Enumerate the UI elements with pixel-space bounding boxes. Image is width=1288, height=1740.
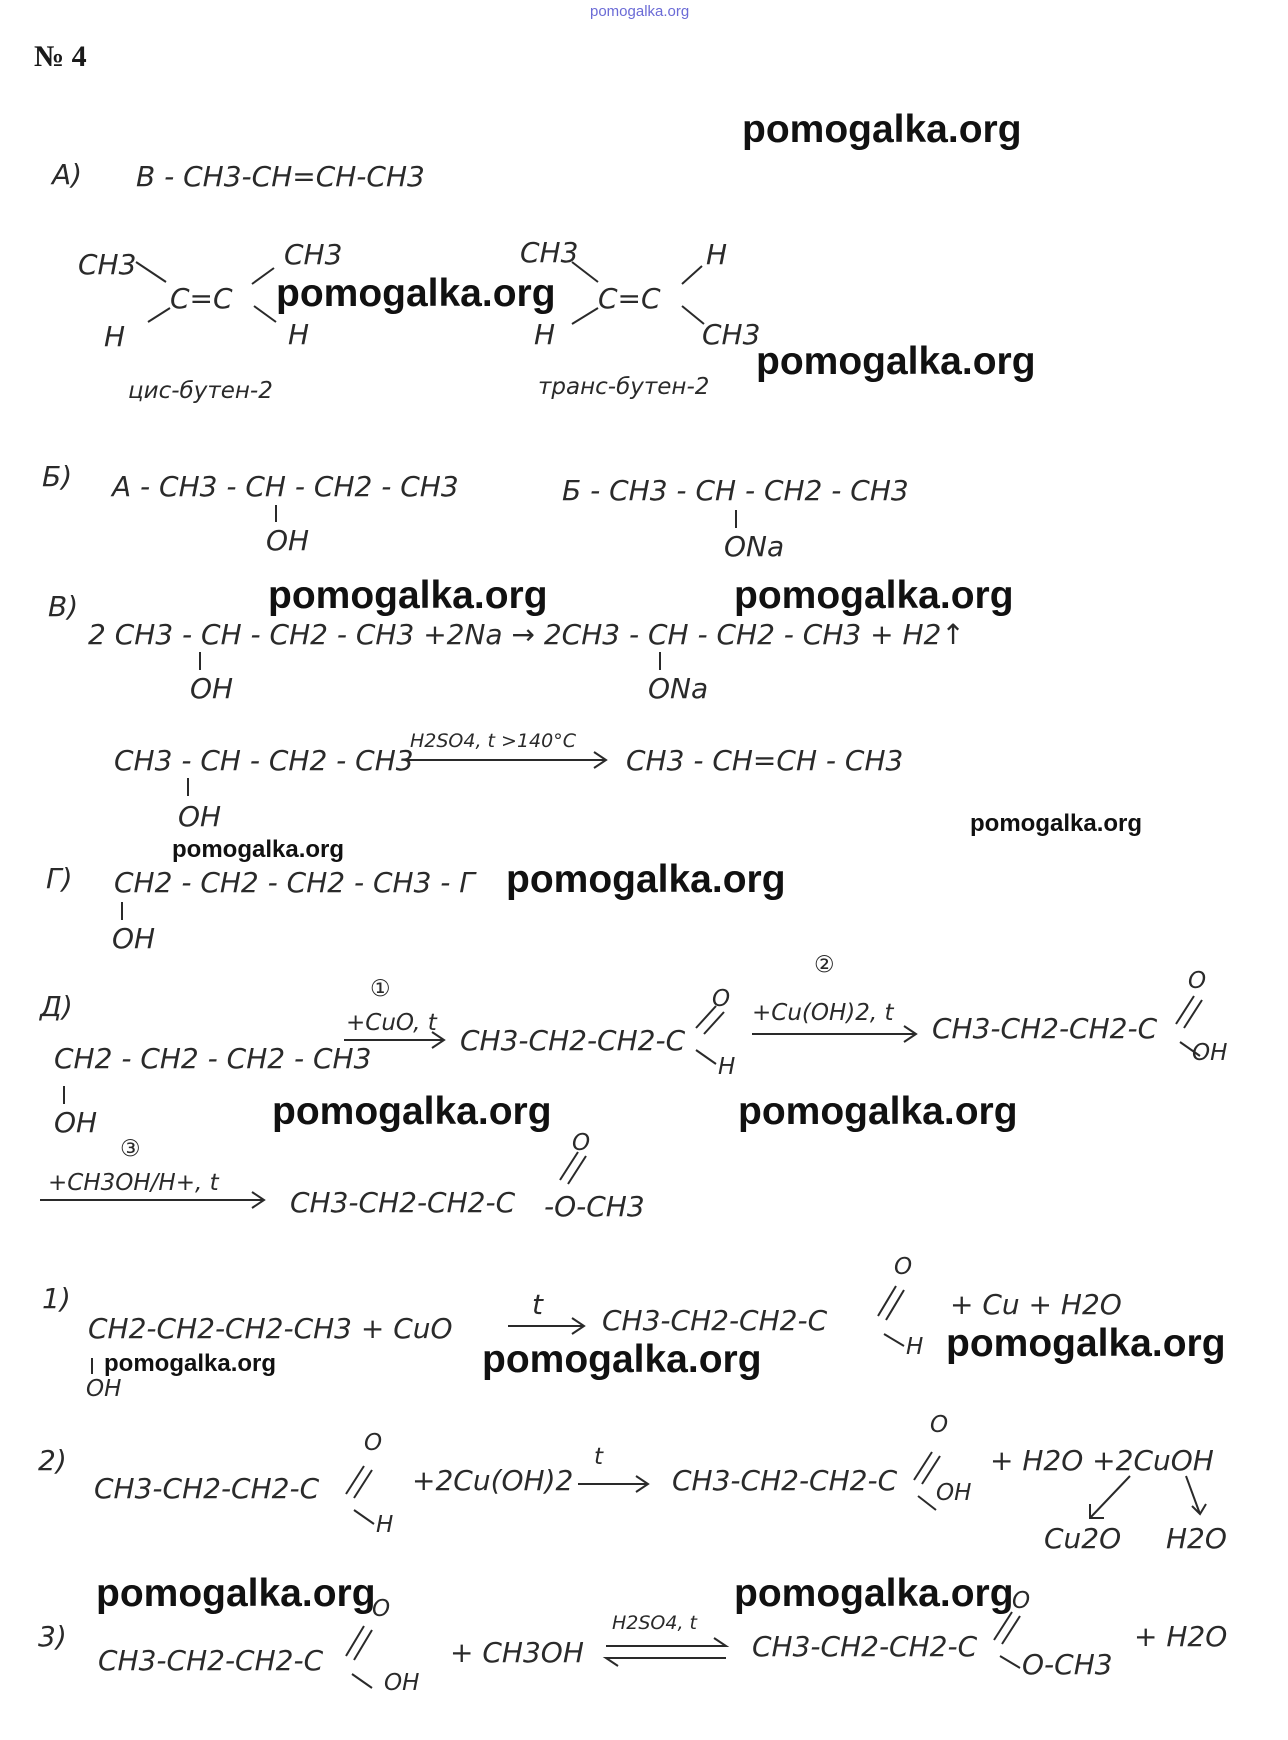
cis-name: цис-бутен-2 [128, 378, 273, 404]
cis-center: C=C [170, 282, 233, 315]
reaction-2-number: 2) [38, 1444, 67, 1477]
reaction-2-reagent: +2Cu(OH)2 [412, 1464, 574, 1497]
section-b-label: Б) [42, 460, 73, 493]
section-d-label: Д) [40, 990, 73, 1023]
watermark: pomogalka.org [756, 340, 1036, 383]
reaction-1-right-h: H [906, 1334, 924, 1360]
reaction-2-right: CH3-CH2-CH2-C [672, 1464, 898, 1497]
reaction-2-right-o: O [930, 1412, 949, 1438]
section-b-b-formula: Б - CH3 - CH - CH2 - CH3 [562, 474, 909, 507]
reaction-3-reagent: + CH3OH [450, 1636, 584, 1669]
section-d-ester-tail: -O-CH3 [544, 1190, 645, 1223]
watermark: pomogalka.org [172, 836, 345, 863]
section-d-ester: CH3-CH2-CH2-C [290, 1186, 516, 1219]
trans-left-top: CH3 [520, 236, 579, 269]
watermark: pomogalka.org [96, 1572, 376, 1615]
reaction-3-products: + H2O [1134, 1620, 1228, 1653]
reaction-3-right-tail: O-CH3 [1022, 1648, 1113, 1681]
trans-right-bottom: CH3 [702, 318, 761, 351]
section-d-step3: ③ [120, 1136, 141, 1162]
watermark: pomogalka.org [276, 272, 556, 315]
watermark: pomogalka.org [268, 574, 548, 617]
reaction-1-right: CH3-CH2-CH2-C [602, 1304, 828, 1337]
task-number: № 4 [34, 40, 87, 73]
section-d-aldehyde-o: O [712, 986, 731, 1012]
section-v-label: В) [48, 590, 79, 623]
section-g-formula: CH2 - CH2 - CH2 - CH3 - Г [114, 866, 475, 899]
reaction-3-number: 3) [38, 1620, 67, 1653]
reaction-1-number: 1) [42, 1282, 71, 1315]
section-b-a-sub: OH [266, 524, 310, 557]
reaction-3-left: CH3-CH2-CH2-C [98, 1644, 324, 1677]
section-g-label: Г) [46, 862, 73, 895]
cis-right-top: CH3 [284, 238, 343, 271]
watermark: pomogalka.org [742, 108, 1022, 151]
reaction-1-right-o: O [894, 1254, 913, 1280]
reaction-1-products: + Cu + H2O [950, 1288, 1122, 1321]
watermark: pomogalka.org [734, 574, 1014, 617]
section-a-label: А) [52, 158, 83, 191]
cis-left-top: CH3 [78, 248, 137, 281]
section-v-eq2-right: CH3 - CH=CH - CH3 [626, 744, 904, 777]
reaction-2-left: CH3-CH2-CH2-C [94, 1472, 320, 1505]
section-v-eq2-left: CH3 - CH - CH2 - CH3 [114, 744, 414, 777]
reaction-1-left: CH2-CH2-CH2-CH3 + CuO [88, 1312, 453, 1345]
reaction-3-left-o: O [372, 1596, 391, 1622]
reaction-3-condition: H2SO4, t [612, 1612, 698, 1634]
section-v-eq2-sub: OH [178, 800, 222, 833]
section-v-eq1-sub1: OH [190, 672, 234, 705]
reaction-2-right-oh: OH [936, 1480, 972, 1506]
watermark: pomogalka.org [506, 858, 786, 901]
reaction-2-decomp-h2o: H2O [1166, 1522, 1227, 1555]
section-d-cond3: +CH3OH/H+, t [48, 1170, 219, 1196]
cis-right-bottom: H [288, 318, 310, 351]
watermark: pomogalka.org [738, 1090, 1018, 1133]
section-d-aldehyde: CH3-CH2-CH2-C [460, 1024, 686, 1057]
section-d-aldehyde-h: H [718, 1054, 736, 1080]
section-g-sub: OH [112, 922, 156, 955]
cis-left-bottom: H [104, 320, 126, 353]
reaction-2-left-h: H [376, 1512, 394, 1538]
watermark: pomogalka.org [482, 1338, 762, 1381]
section-d-acid-oh: OH [1192, 1040, 1228, 1066]
watermark: pomogalka.org [734, 1572, 1014, 1615]
reaction-1-left-sub: OH [86, 1376, 122, 1402]
watermark: pomogalka.org [272, 1090, 552, 1133]
section-d-step1: ① [370, 976, 391, 1002]
section-d-start: CH2 - CH2 - CH2 - CH3 [54, 1042, 372, 1075]
section-d-acid: CH3-CH2-CH2-C [932, 1012, 1158, 1045]
section-b-b-sub: ONa [724, 530, 785, 563]
trans-center: C=C [598, 282, 661, 315]
section-d-acid-o: O [1188, 968, 1207, 994]
trans-left-bottom: H [534, 318, 556, 351]
site-watermark: pomogalka.org [590, 3, 690, 20]
section-b-a-formula: А - CH3 - CH - CH2 - CH3 [112, 470, 459, 503]
reaction-3-right-o: O [1012, 1588, 1031, 1614]
reaction-2-left-o: O [364, 1430, 383, 1456]
section-v-eq2-condition: H2SO4, t >140°C [410, 730, 576, 752]
reaction-2-condition: t [594, 1444, 604, 1470]
watermark: pomogalka.org [970, 810, 1143, 837]
section-d-cond2: +Cu(OH)2, t [752, 1000, 894, 1026]
section-d-ester-o: O [572, 1130, 591, 1156]
reaction-3-right: CH3-CH2-CH2-C [752, 1630, 978, 1663]
reaction-2-products: + H2O +2CuOH [990, 1444, 1214, 1477]
reaction-2-decomp-cu2o: Cu2O [1044, 1522, 1122, 1555]
section-d-start-sub: OH [54, 1106, 98, 1139]
reaction-3-left-oh: OH [384, 1670, 420, 1696]
section-d-cond1: +CuO, t [346, 1010, 437, 1036]
watermark: pomogalka.org [946, 1322, 1226, 1365]
watermark: pomogalka.org [104, 1350, 277, 1377]
trans-right-top: H [706, 238, 728, 271]
section-d-step2: ② [814, 952, 835, 978]
trans-name: транс-бутен-2 [538, 374, 710, 400]
section-v-eq1-sub2: ONa [648, 672, 709, 705]
section-v-eq1: 2 CH3 - CH - CH2 - CH3 +2Na → 2CH3 - CH - CH2 - CH3 + H2↑ [88, 618, 965, 651]
reaction-1-condition: t [532, 1288, 543, 1321]
section-a-formula: B - CH3-CH=CH-CH3 [136, 160, 425, 193]
